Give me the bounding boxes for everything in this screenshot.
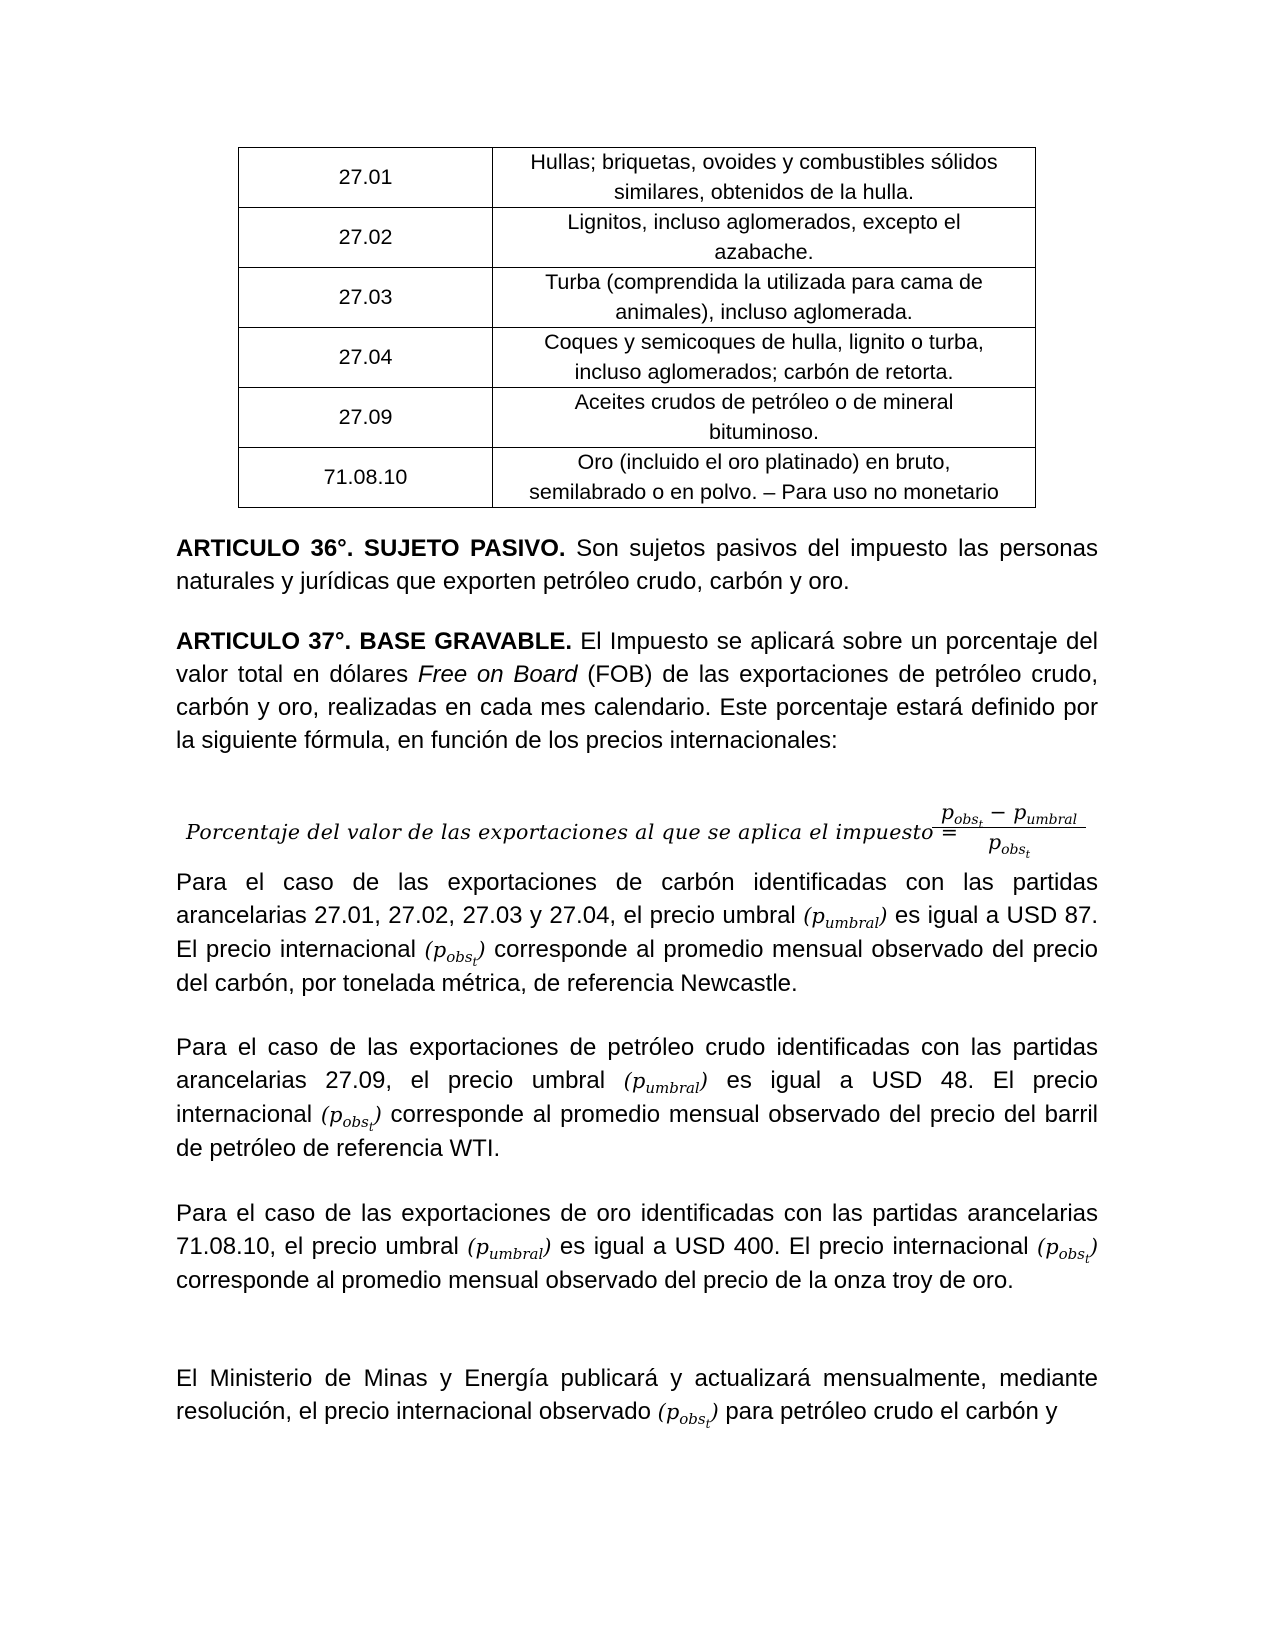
article-37-heading: ARTICULO 37°. BASE GRAVABLE. [176,628,573,655]
tariff-description-cell [493,208,1036,268]
description-line-2: incluso aglomerados; carbón de retorta. [574,359,954,384]
description-line-1: Aceites crudos de petróleo o de mineral [574,390,954,414]
article-37-paragraph: ARTICULO 37°. BASE GRAVABLE. El Impuesto se aplicará sobre un porcentaje del valor total en dólares Free on Board (FOB) de las exportaciones de petróleo crudo, carbón y oro, realizadas en cada mes calendario. Este porcentaje estará definido por la siguiente fórmula, en función de los precios internacionales: [176,628,1098,754]
description-line-2: bituminoso. [709,419,819,444]
tariff-table [238,147,1036,508]
table-row [239,148,1036,208]
description-line-2: animales), incluso aglomerada. [615,299,913,324]
description-line-2: semilabrado o en polvo. – Para uso no monetario [529,479,999,504]
description-line-2: azabache. [714,239,814,264]
tariff-code-cell: 27.02 [239,208,493,268]
petroleum-paragraph: Para el caso de las exportaciones de petróleo crudo identificadas con las partidas arancelarias 27.09, el precio umbral $(p_{umbral})$ es igual a USD 48. El precio internacional $(p_{obs_t})$ corresponde al promedio mensual observado del precio del barril de petróleo de referencia WTI. [176,1034,1098,1162]
tariff-code-cell: 27.04 [239,328,493,388]
gold-paragraph: Para el caso de las exportaciones de oro identificadas con las partidas arancelarias 71.08.10, el precio umbral $(p_{umbral})$ es igual a USD 400. El precio internacional $(p_{obs_t})$ corresponde al promedio mensual observado del precio de la onza troy de oro. [176,1200,1099,1294]
article-36-paragraph [176,532,1098,598]
tariff-code-cell: 27.01 [239,148,493,208]
table-row [239,328,1036,388]
description-line-1: Turba (comprendida la utilizada para cama de [545,270,983,294]
p-obs-symbol: $(p_{obs_t})$ [320,1103,382,1134]
table-row [239,208,1036,268]
description-line-1: Hullas; briquetas, ovoides y combustibles sólidos [530,150,998,174]
p-obs-symbol: $(p_{obs_t})$ [424,938,486,969]
p-umbral-symbol: $(p_{umbral})$ [803,904,888,932]
carbon-paragraph: Para el caso de las exportaciones de carbón identificadas con las partidas arancelarias 27.01, 27.02, 27.03 y 27.04, el precio umbral $(p_{umbral})$ es igual a USD 87. El precio internacional $(p_{obs_t})$ corresponde al promedio mensual observado del precio del carbón, por tonelada métrica, de referencia Newcastle. [176,869,1099,997]
table-row [239,448,1036,508]
table-row [239,268,1036,328]
formula-denominator: $p_{obs_t}$ [987,830,1031,861]
table-row [239,388,1036,448]
p-obs-symbol: $(p_{obs_t})$ [1036,1235,1099,1266]
description-line-1: Coques y semicoques de hulla, lignito o turba, [544,330,984,354]
tariff-description-cell [493,328,1036,388]
tariff-description-cell [493,388,1036,448]
tax-formula [186,800,1086,870]
description-line-1: Lignitos, incluso aglomerados, excepto el [567,210,961,234]
p-umbral-symbol: $(p_{umbral})$ [467,1235,552,1263]
tariff-code-cell: 71.08.10 [239,448,493,508]
article-36-heading: ARTICULO 36°. SUJETO PASIVO. [176,535,566,562]
p-obs-symbol: $(p_{obs_t})$ [657,1400,719,1431]
tariff-description-cell [493,268,1036,328]
formula-lhs: Porcentaje del valor de las exportaciones al que se aplica el impuesto = [186,820,959,844]
ministry-paragraph: El Ministerio de Minas y Energía publicará y actualizará mensualmente, mediante resolución, el precio internacional observado $(p_{obs_t})$ para petróleo crudo el carbón y [176,1365,1098,1431]
formula-numerator: $p_{obs_t} - p_{umbral}$ [932,800,1086,828]
tariff-code-cell: 27.03 [239,268,493,328]
tariff-code-cell: 27.09 [239,388,493,448]
description-line-2: similares, obtenidos de la hulla. [614,179,914,204]
tariff-description-cell [493,148,1036,208]
article-36-text: Son sujetos pasivos del impuesto las personas naturales y jurídicas que exporten petróleo crudo, carbón y oro. [176,535,1098,595]
description-line-1: Oro (incluido el oro platinado) en bruto, [577,450,951,474]
fob-term: Free on Board [417,661,578,688]
formula-fraction [932,800,1086,861]
p-umbral-symbol: $(p_{umbral})$ [623,1069,708,1097]
tariff-description-cell [493,448,1036,508]
